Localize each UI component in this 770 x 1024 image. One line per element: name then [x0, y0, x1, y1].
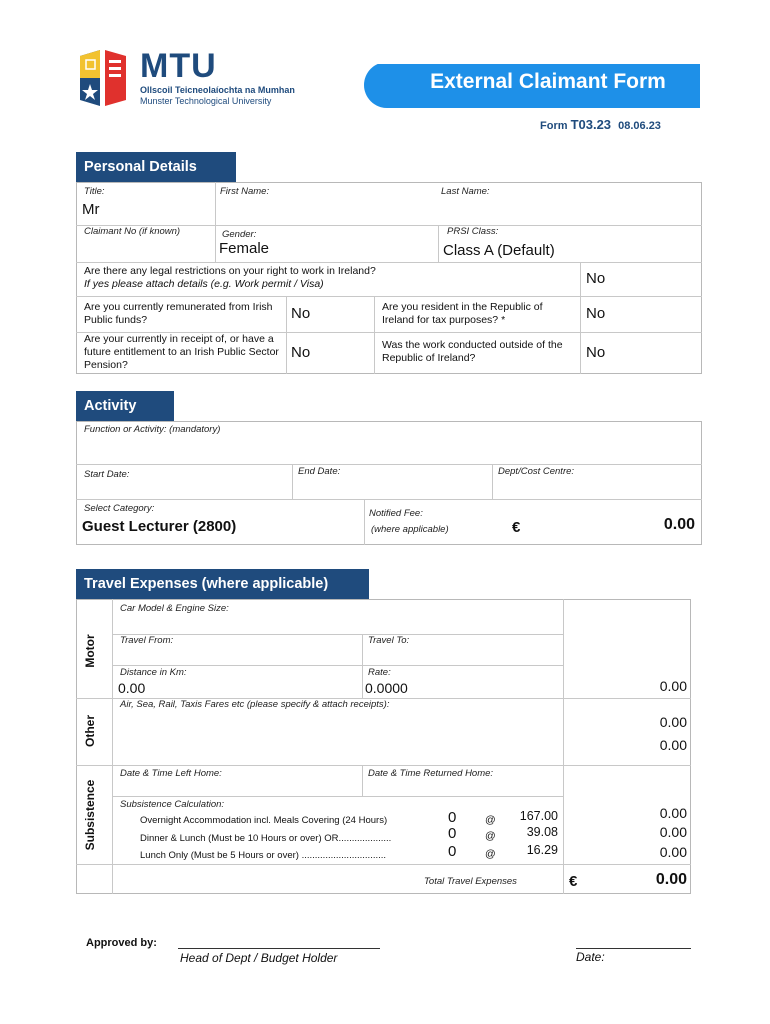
restrictions-question: Are there any legal restrictions on your right to work in Ireland?: [84, 265, 376, 277]
other-total-1[interactable]: 0.00: [659, 714, 687, 730]
divider: [76, 296, 702, 297]
returned-home-label: Date & Time Returned Home:: [368, 768, 494, 779]
travel-heading: Travel Expenses (where applicable): [76, 569, 369, 599]
approver-signature-line[interactable]: [178, 948, 380, 949]
date-signature-line[interactable]: [576, 948, 691, 949]
subsistence-qty[interactable]: 0: [448, 809, 457, 826]
divider: [292, 464, 293, 499]
distance-value[interactable]: 0.00: [118, 680, 146, 696]
prsi-label: PRSI Class:: [447, 226, 499, 237]
subsistence-calc-label: Subsistence Calculation:: [120, 799, 225, 810]
total-travel-value[interactable]: 0.00: [655, 871, 687, 888]
subsistence-qty[interactable]: 0: [448, 825, 457, 842]
form-date: 08.06.23: [618, 120, 661, 132]
end-date-label: End Date:: [298, 466, 341, 477]
other-fares-label: Air, Sea, Rail, Taxis Fares etc (please specify & attach receipts):: [120, 699, 390, 710]
motor-total[interactable]: 0.00: [659, 678, 687, 694]
logo-english-name: Munster Technological University: [140, 96, 272, 106]
dept-cost-centre-label: Dept/Cost Centre:: [498, 466, 575, 477]
outside-answer[interactable]: No: [586, 344, 606, 361]
remunerated-answer[interactable]: No: [291, 305, 311, 322]
divider: [112, 665, 563, 666]
rate-label: Rate:: [368, 667, 391, 678]
at-symbol: @: [485, 830, 496, 842]
form-title-banner-edge: [364, 62, 700, 70]
pension-answer[interactable]: No: [291, 344, 311, 361]
approver-caption: Head of Dept / Budget Holder: [180, 951, 338, 965]
restrictions-answer[interactable]: No: [586, 270, 606, 287]
subsistence-total[interactable]: 0.00: [659, 824, 687, 840]
activity-heading: Activity: [76, 391, 174, 421]
divider: [374, 296, 375, 374]
form-label: Form: [540, 120, 568, 132]
divider: [76, 765, 691, 766]
divider: [362, 765, 363, 796]
claimant-no-label: Claimant No (if known): [84, 226, 181, 237]
divider: [580, 296, 581, 374]
car-model-label: Car Model & Engine Size:: [120, 603, 229, 614]
logo-text: MTU: [140, 47, 217, 85]
divider: [580, 262, 581, 296]
subsistence-rate: 167.00: [519, 809, 558, 823]
resident-question: Are you resident in the Republic of Ireland for tax purposes? *: [382, 301, 543, 326]
subsistence-rate: 39.08: [526, 825, 558, 839]
divider: [215, 225, 216, 262]
gender-label: Gender:: [222, 229, 257, 240]
outside-question: Was the work conducted outside of the Republic of Ireland?: [382, 339, 563, 364]
personal-details-heading: Personal Details: [76, 152, 236, 182]
at-symbol: @: [485, 814, 496, 826]
approved-label: Approved by:: [86, 937, 157, 949]
divider: [112, 796, 563, 797]
subsistence-rate: 16.29: [526, 843, 558, 857]
divider: [492, 464, 493, 499]
prsi-value[interactable]: Class A (Default): [443, 242, 555, 259]
notified-fee-note: (where applicable): [371, 524, 449, 535]
motor-section-label: Motor: [83, 634, 97, 668]
divider: [76, 864, 691, 865]
gender-value[interactable]: Female: [219, 240, 270, 257]
form-title: External Claimant Form: [430, 70, 666, 93]
at-symbol: @: [485, 848, 496, 860]
subsistence-qty[interactable]: 0: [448, 843, 457, 860]
mtu-logo: [78, 48, 293, 110]
divider: [76, 499, 702, 500]
function-label: Function or Activity: (mandatory): [84, 424, 221, 435]
form-code-line: [540, 117, 661, 132]
category-label: Select Category:: [84, 503, 155, 514]
divider: [438, 225, 439, 262]
resident-answer[interactable]: No: [586, 305, 606, 322]
subsistence-total[interactable]: 0.00: [659, 844, 687, 860]
fee-value[interactable]: 0.00: [663, 516, 695, 533]
divider: [286, 296, 287, 374]
divider: [76, 262, 702, 263]
total-travel-label: Total Travel Expenses: [424, 876, 517, 887]
subsistence-section-label: Subsistence: [83, 779, 97, 851]
start-date-label: Start Date:: [84, 469, 130, 480]
remunerated-question: Are you currently remunerated from Irish Public funds?: [84, 301, 273, 326]
notified-fee-label: Notified Fee:: [369, 508, 423, 519]
subsistence-desc: Dinner & Lunch (Must be 10 Hours or over) OR....................: [140, 833, 392, 844]
rate-value[interactable]: 0.0000: [365, 680, 408, 696]
form-code: T03.23: [570, 117, 612, 132]
other-section-label: Other: [83, 715, 97, 748]
divider: [112, 634, 563, 635]
logo-irish-name: Ollscoil Teicneolaíochta na Mumhan: [140, 85, 295, 95]
total-currency: €: [569, 873, 578, 890]
first-name-label: First Name:: [220, 186, 270, 197]
other-total-2[interactable]: 0.00: [659, 737, 687, 753]
travel-to-label: Travel To:: [368, 635, 410, 646]
left-home-label: Date & Time Left Home:: [120, 768, 222, 779]
category-value[interactable]: Guest Lecturer (2800): [82, 518, 237, 535]
date-caption: Date:: [576, 950, 605, 964]
pension-question: Are your currently in receipt of, or have a future entitlement to an Irish Public Sector Pension?: [84, 333, 279, 371]
subsistence-desc: Overnight Accommodation incl. Meals Covering (24 Hours): [140, 815, 388, 826]
title-label: Title:: [84, 186, 105, 197]
travel-from-label: Travel From:: [120, 635, 174, 646]
restrictions-note: If yes please attach details (e.g. Work permit / Visa): [84, 278, 324, 290]
last-name-label: Last Name:: [441, 186, 490, 197]
divider: [364, 499, 365, 545]
distance-label: Distance in Km:: [120, 667, 187, 678]
mtu-crest-icon: [78, 48, 134, 108]
divider: [215, 182, 216, 225]
divider: [76, 464, 702, 465]
subsistence-total[interactable]: 0.00: [659, 805, 687, 821]
fee-currency: €: [512, 519, 521, 536]
title-value[interactable]: Mr: [82, 201, 100, 218]
divider: [362, 634, 363, 698]
subsistence-desc: Lunch Only (Must be 5 Hours or over) ................................: [140, 850, 387, 861]
